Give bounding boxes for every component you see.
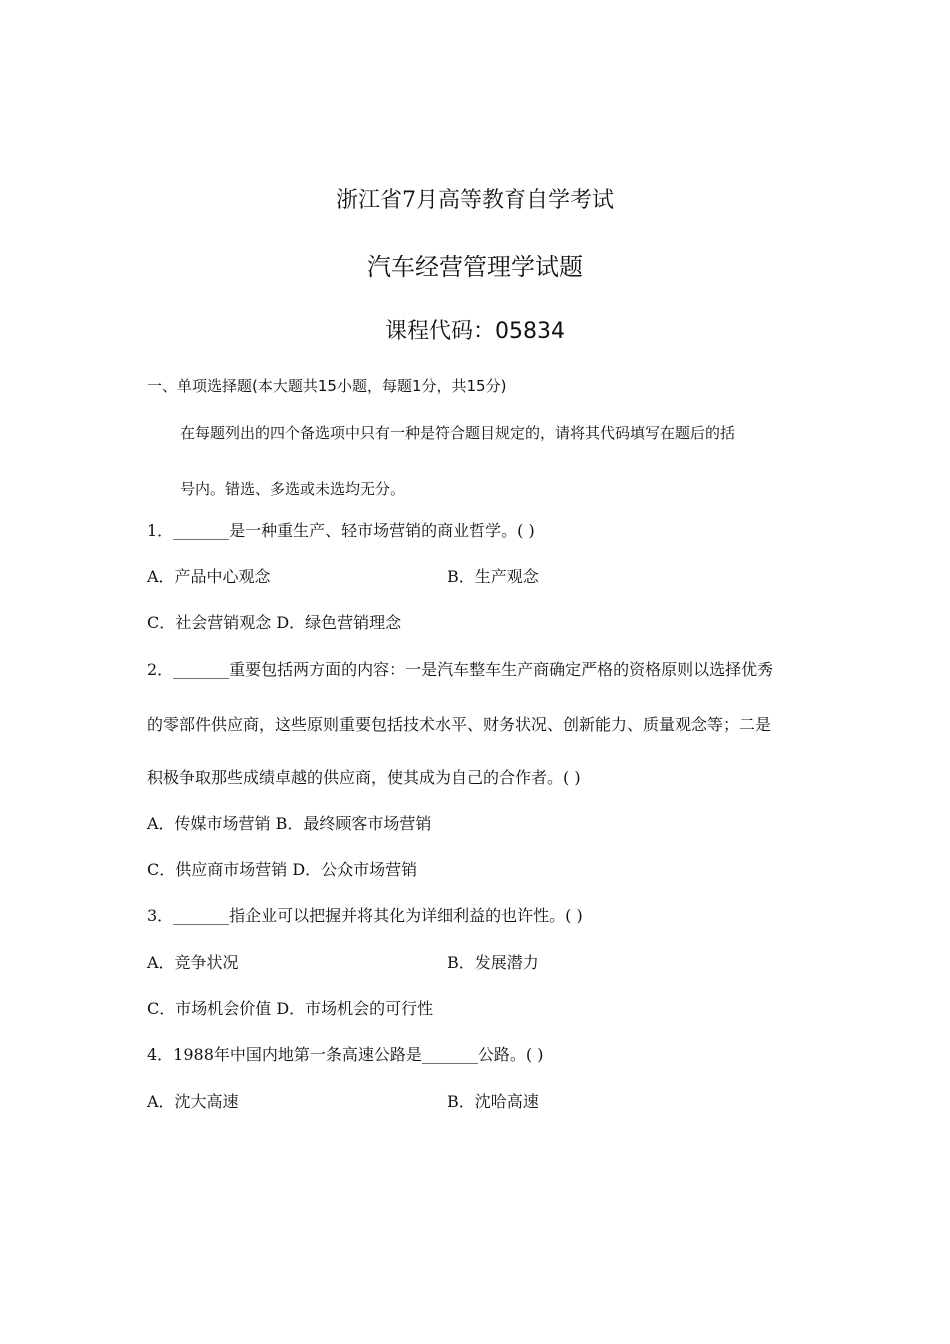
question-1-option-cd: C．社会营销观念 D．绿色营销理念 — [147, 613, 402, 632]
exam-title: 浙江省7月高等教育自学考试 — [336, 188, 614, 213]
question-1-stem: 1．_______是一种重生产、轻市场营销的商业哲学。( ) — [147, 521, 535, 540]
question-2-option-ab: A．传媒市场营销 B．最终顾客市场营销 — [147, 814, 432, 833]
course-code: 课程代码：05834 — [385, 319, 565, 344]
question-2-stem-line3: 积极争取那些成绩卓越的供应商，使其成为自己的合作者。( ) — [147, 768, 581, 787]
section-instruction-line1: 在每题列出的四个备选项中只有一种是符合题目规定的，请将其代码填写在题后的括 — [180, 424, 736, 442]
question-2-stem-line1: 2．_______重要包括两方面的内容：一是汽车整车生产商确定严格的资格原则以选择优秀 — [147, 660, 774, 679]
question-4-option-a: A．沈大高速 — [147, 1092, 239, 1111]
question-3-option-a: A．竞争状况 — [147, 953, 239, 972]
question-3-option-b: B．发展潜力 — [447, 953, 539, 972]
subject-title: 汽车经营管理学试题 — [367, 253, 583, 281]
question-2-stem-line2: 的零部件供应商，这些原则重要包括技术水平、财务状况、创新能力、质量观念等；二是 — [147, 715, 772, 734]
question-3-stem: 3．_______指企业可以把握并将其化为详细利益的也许性。( ) — [147, 906, 583, 925]
question-1-option-a: A．产品中心观念 — [147, 567, 271, 586]
section-heading: 一、单项选择题(本大题共15小题，每题1分，共15分) — [147, 377, 507, 395]
section-instruction-line2: 号内。错选、多选或未选均无分。 — [180, 480, 406, 498]
question-1-option-b: B．生产观念 — [447, 567, 539, 586]
question-3-option-cd: C．市场机会价值 D．市场机会的可行性 — [147, 999, 434, 1018]
question-4-stem: 4．1988年中国内地第一条高速公路是_______公路。( ) — [147, 1045, 544, 1064]
question-4-option-b: B．沈哈高速 — [447, 1092, 539, 1111]
question-2-option-cd: C．供应商市场营销 D．公众市场营销 — [147, 860, 418, 879]
